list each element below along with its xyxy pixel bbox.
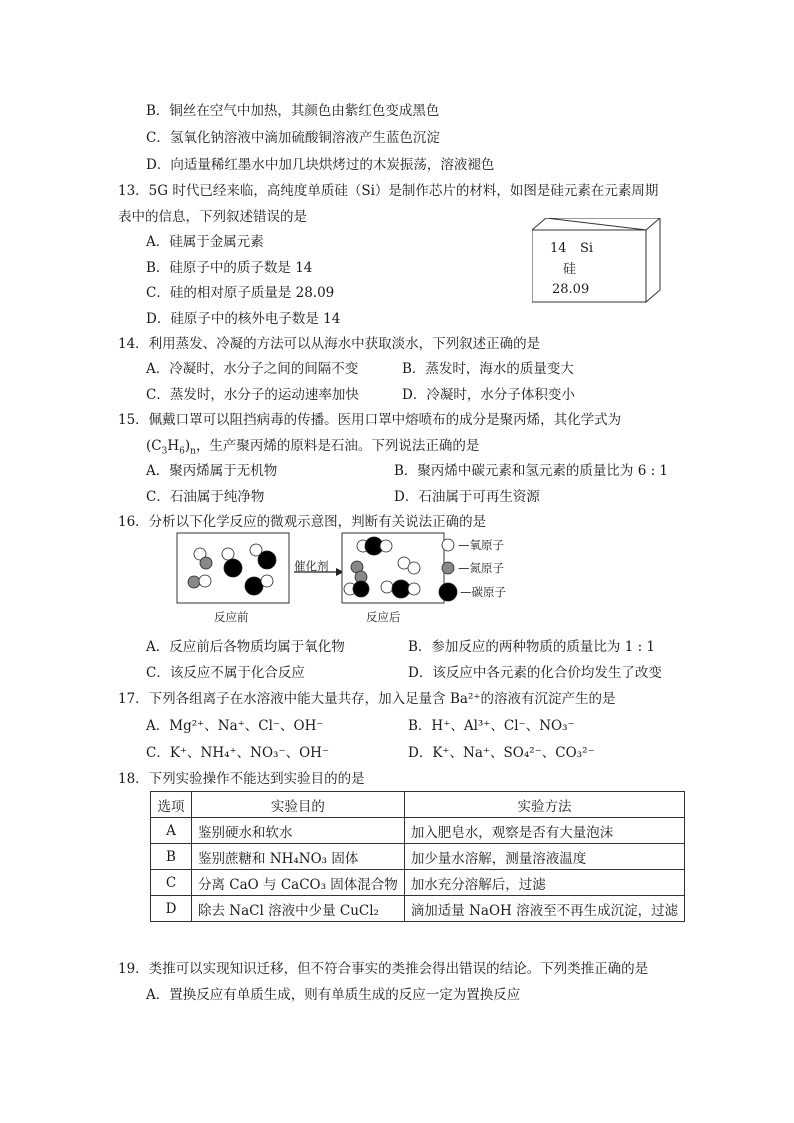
oxygen-atom [199, 575, 211, 587]
q17-option-d: D．K⁺、Na⁺、SO₄²⁻、CO₃²⁻ [408, 745, 595, 761]
q15-option-b: B．聚丙烯中碳元素和氢元素的质量比为 6 : 1 [394, 463, 669, 479]
q16-stem: 16．分析以下化学反应的微观示意图，判断有关说法正确的是 [118, 514, 487, 530]
row-method: 加水充分溶解后，过滤 [404, 870, 684, 896]
q16-option-d: D．该反应中各元素的化合价均发生了改变 [408, 665, 662, 681]
legend-nitrogen-icon [442, 562, 454, 574]
legend-carbon-icon [439, 583, 457, 601]
element-name: 硅 [563, 262, 577, 277]
row-option: B [151, 844, 192, 870]
formula-sub-n: n [190, 446, 196, 457]
q17-option-b: B．H⁺、Al³⁺、Cl⁻、NO₃⁻ [408, 718, 575, 734]
carbon-atom [224, 559, 242, 577]
row-purpose: 鉴别蔗糖和 NH₄NO₃ 固体 [192, 844, 405, 870]
q18-stem: 18．下列实验操作不能达到实验目的的是 [118, 771, 365, 787]
formula-sub-3: 3 [161, 446, 168, 457]
carbon-atom [353, 581, 369, 597]
row-purpose: 鉴别硬水和软水 [192, 818, 405, 844]
formula-h: H [167, 438, 180, 454]
row-method: 滴加适量 NaOH 溶液至不再生成沉淀，过滤 [404, 896, 684, 922]
q16-option-b: B．参加反应的两种物质的质量比为 1 : 1 [408, 639, 656, 655]
reaction-diagram [176, 532, 526, 628]
carbon-atom [245, 577, 263, 595]
element-symbol: Si [580, 241, 594, 256]
q13-option-d: D．硅原子中的核外电子数是 14 [146, 311, 341, 327]
q15-stem-line1: 15．佩戴口罩可以阻挡病毒的传播。医用口罩中熔喷布的成分是聚丙烯，其化学式为 [118, 412, 622, 428]
q17-option-a: A．Mg²⁺、Na⁺、Cl⁻、OH⁻ [146, 718, 324, 734]
experiment-table [150, 791, 685, 922]
row-method: 加入肥皂水，观察是否有大量泡沫 [404, 818, 684, 844]
q15-stem-rest: ，生产聚丙烯的原料是石油。下列说法正确的是 [195, 438, 480, 454]
silicon-element-card [532, 218, 662, 304]
oxygen-atom [261, 575, 273, 587]
after-label: 反应后 [366, 610, 401, 624]
q19-option-a: A．置换反应有单质生成，则有单质生成的反应一定为置换反应 [146, 987, 521, 1003]
q17-stem: 17．下列各组离子在水溶液中能大量共存，加入足量含 Ba²⁺的溶液有沉淀产生的是 [118, 691, 616, 707]
q15-option-a: A．聚丙烯属于无机物 [146, 463, 278, 479]
q13-option-b: B．硅原子中的质子数是 14 [146, 260, 313, 276]
header-purpose: 实验目的 [192, 792, 405, 818]
row-purpose: 分离 CaO 与 CaCO₃ 固体混合物 [192, 870, 405, 896]
header-method: 实验方法 [404, 792, 684, 818]
table-row [151, 896, 685, 922]
element-atomic-mass: 28.09 [552, 282, 590, 297]
row-method: 加少量水溶解，测量溶液温度 [404, 844, 684, 870]
row-option: D [151, 896, 192, 922]
oxygen-atom [408, 583, 420, 595]
q15-option-c: C．石油属于纯净物 [146, 489, 265, 505]
header-option: 选项 [151, 792, 192, 818]
q13-stem-line2: 表中的信息，下列叙述错误的是 [118, 209, 307, 225]
q15-stem-line2 [146, 437, 479, 461]
q16-option-c: C．该反应不属于化合反应 [146, 665, 305, 681]
q14-stem: 14．利用蒸发、冷凝的方法可以从海水中获取淡水，下列叙述正确的是 [118, 336, 541, 352]
formula-sub-6: 6 [179, 446, 185, 457]
q14-option-d: D．冷凝时，水分子体积变小 [402, 387, 575, 403]
prev-option-d: D．向适量稀红墨水中加几块烘烤过的木炭振荡，溶液褪色 [146, 157, 495, 173]
oxygen-atom [381, 581, 393, 593]
q19-stem: 19．类推可以实现知识迁移，但不符合事实的类推会得出错误的结论。下列类推正确的是 [118, 961, 649, 977]
q17-option-c: C．K⁺、NH₄⁺、NO₃⁻、OH⁻ [146, 745, 330, 761]
legend-oxygen-label: —氧原子 [458, 538, 504, 552]
q14-option-b: B．蒸发时，海水的质量变大 [402, 361, 574, 377]
q15-option-d: D．石油属于可再生资源 [394, 489, 540, 505]
nitrogen-atom [200, 557, 212, 569]
q14-option-c: C．蒸发时，水分子的运动速率加快 [146, 387, 359, 403]
legend-oxygen-icon [442, 539, 454, 551]
legend-carbon-label: —碳原子 [460, 585, 506, 599]
formula-close: ) [184, 438, 191, 454]
row-option: C [151, 870, 192, 896]
carbon-atom [392, 580, 410, 598]
table-header-row [151, 792, 685, 818]
catalyst-label: 催化剂 [294, 559, 329, 573]
q16-option-a: A．反应前后各物质均属于氧化物 [146, 639, 345, 655]
legend-nitrogen-label: —氮原子 [458, 561, 504, 575]
q13-option-c: C．硅的相对原子质量是 28.09 [146, 285, 335, 301]
oxygen-atom [380, 540, 392, 552]
nitrogen-atom [188, 576, 200, 588]
before-label: 反应前 [214, 610, 249, 624]
element-atomic-number: 14 [550, 241, 567, 256]
prev-option-c: C．氢氧化钠溶液中滴加硫酸铜溶液产生蓝色沉淀 [146, 130, 440, 146]
oxygen-atom [222, 548, 234, 560]
q13-stem-line1: 13．5G 时代已经来临，高纯度单质硅（Si）是制作芯片的材料，如图是硅元素在元素周期 [118, 183, 659, 199]
prev-option-b: B．铜丝在空气中加热，其颜色由紫红色变成黑色 [146, 103, 440, 119]
table-row [151, 844, 685, 870]
carbon-atom [258, 551, 276, 569]
q14-option-a: A．冷凝时，水分子之间的间隔不变 [146, 361, 359, 377]
row-option: A [151, 818, 192, 844]
table-row [151, 870, 685, 896]
formula-open: (C [146, 438, 162, 454]
table-row [151, 818, 685, 844]
oxygen-atom [408, 562, 420, 574]
q13-option-a: A．硅属于金属元素 [146, 234, 264, 250]
row-purpose: 除去 NaCl 溶液中少量 CuCl₂ [192, 896, 405, 922]
